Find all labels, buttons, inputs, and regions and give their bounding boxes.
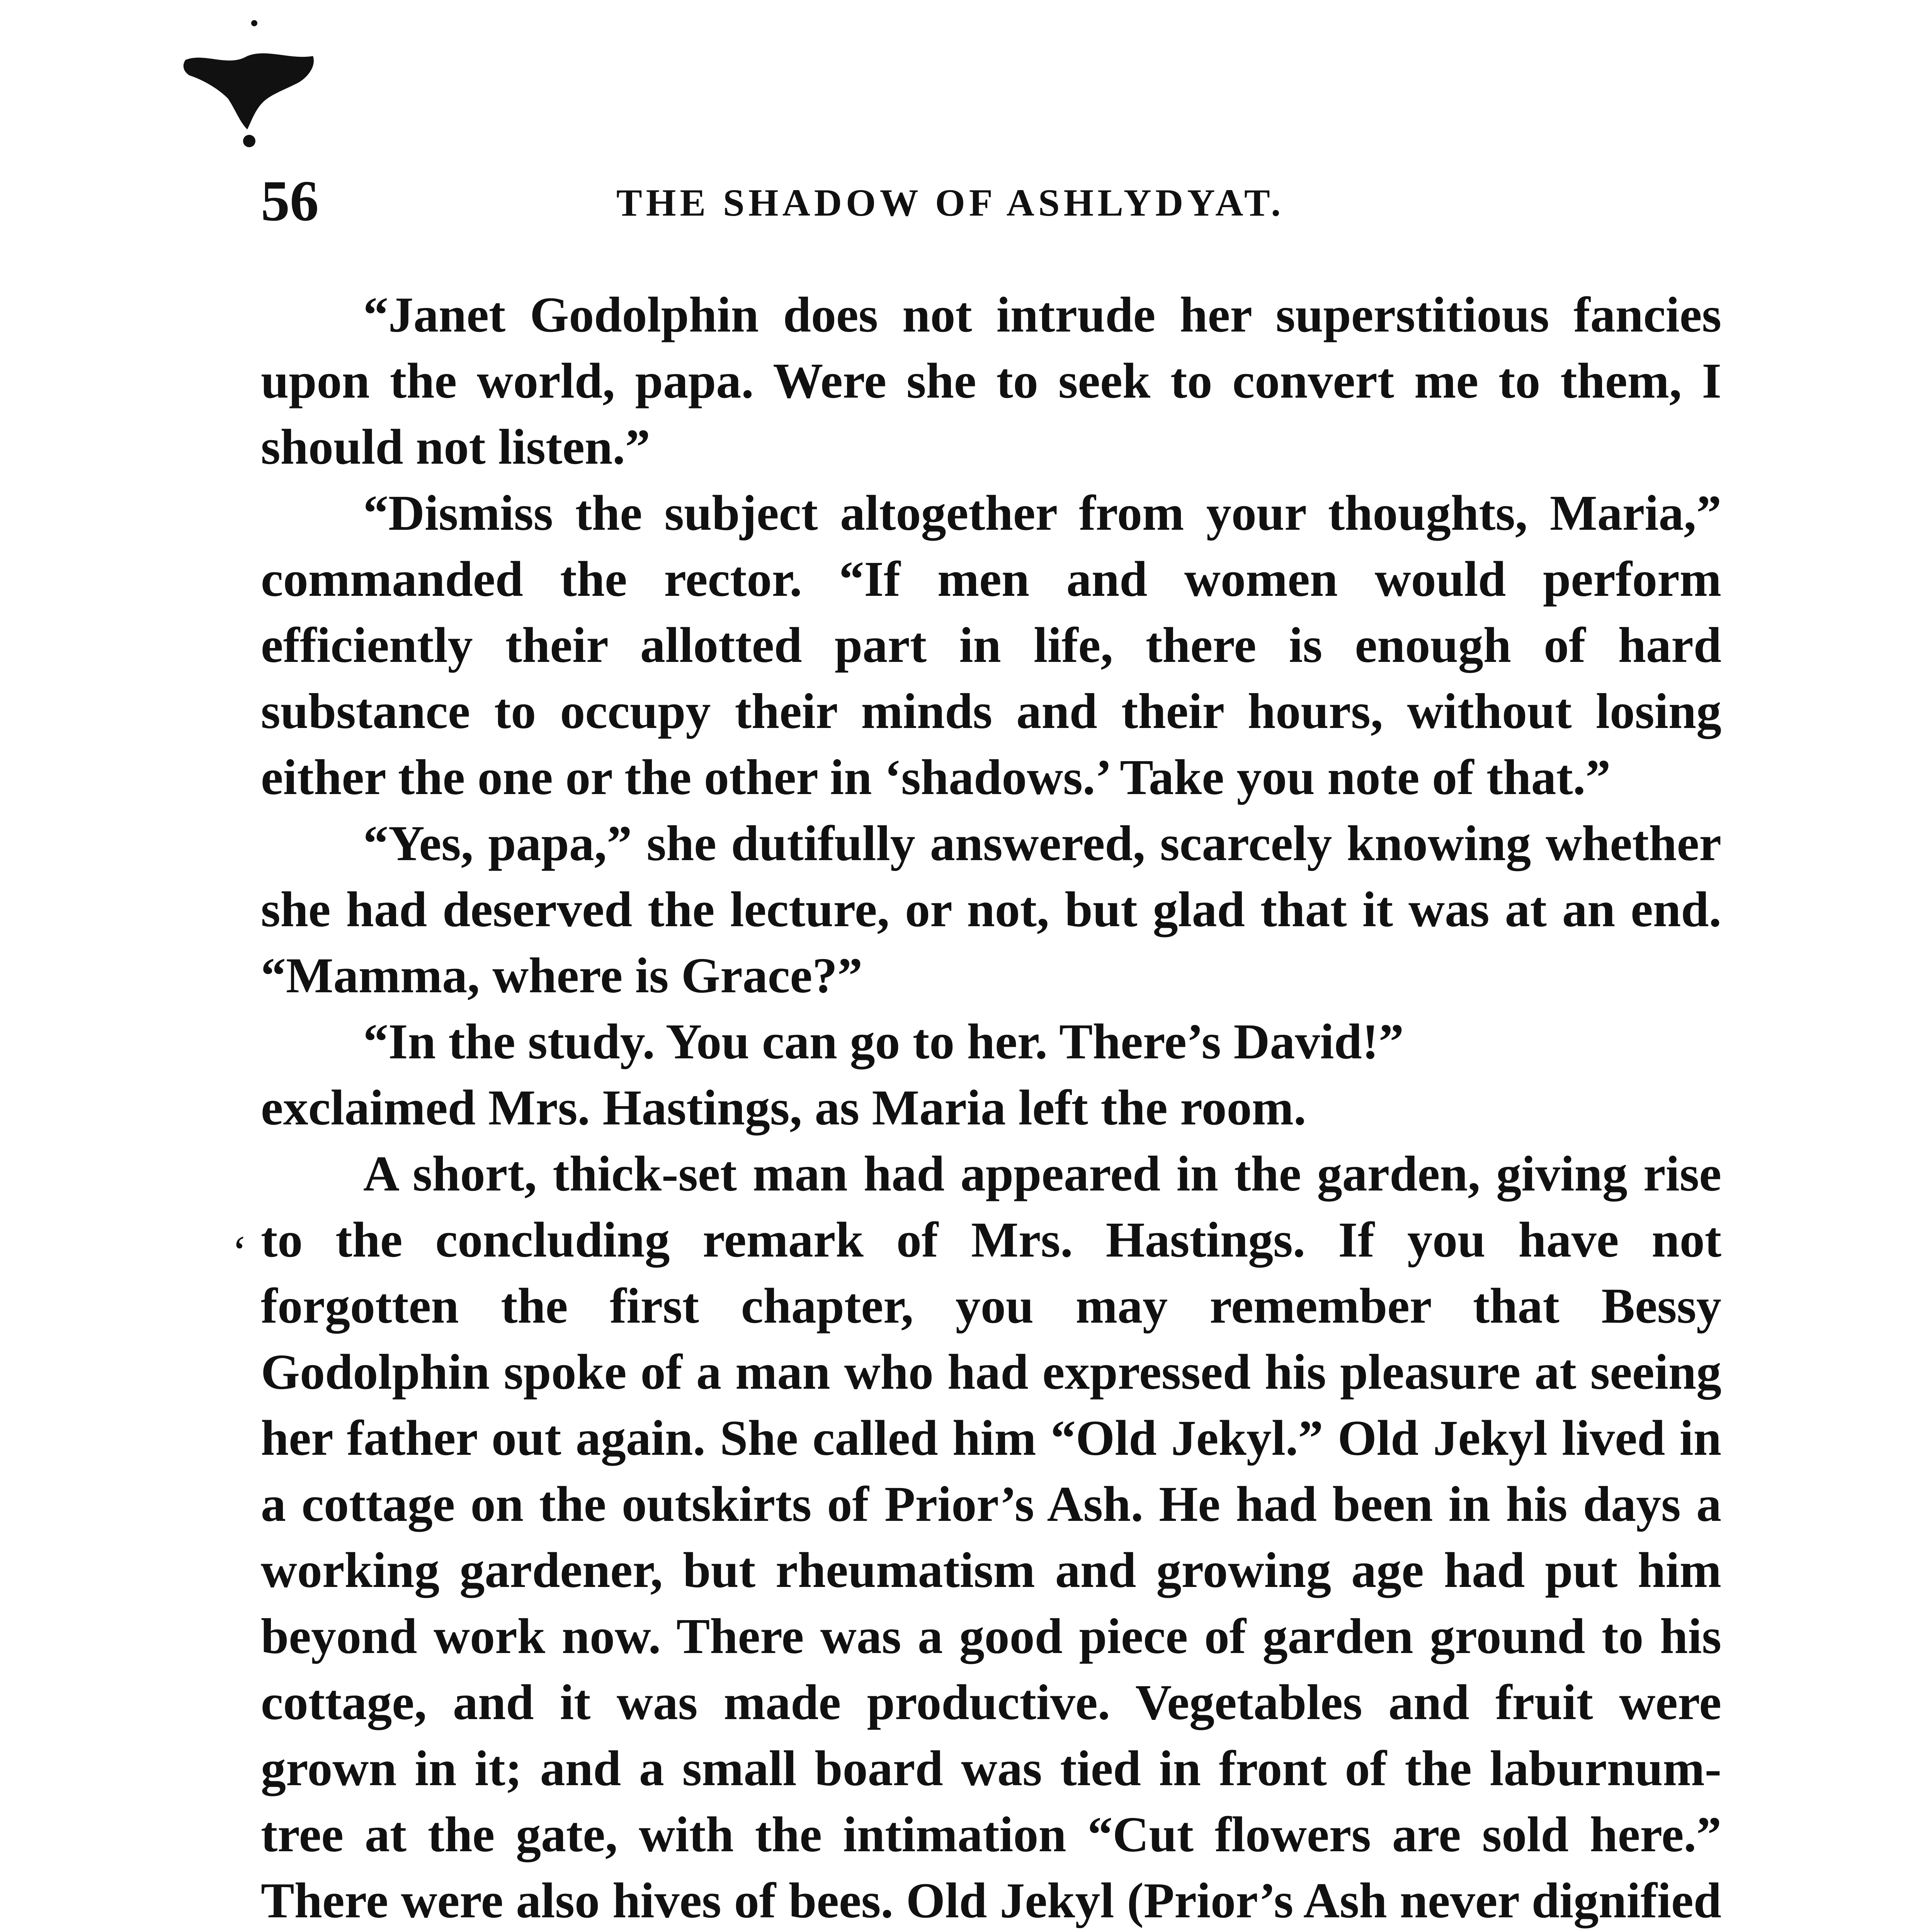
- ink-speck: [251, 20, 257, 26]
- ink-blot-ornament: [182, 44, 321, 160]
- running-head: [261, 162, 1721, 240]
- paragraph: A short, thick-set man had appeared in the garden, giving rise to the concluding remark of Mrs. Hastings. If you have not forgotten the first chapter, you may remember that Bessy Godolphin spoke of a man who had expressed his pleasure at seeing her father out again. She called him “Old Jekyl.” Old Jekyl lived in a cottage on the outskirts of Prior’s Ash. He had been in his days a working gardener, but rheumatism and growing age had put him beyond work now. There was a good piece of garden ground to his cottage, and it was made productive. Vegetables and fruit were grown in it; and a small board was tied in front of the laburnum-tree at the gate, with the intimation “Cut flowers are sold here.” There were also hives of bees. Old Jekyl (Prior’s Ash never dignified: [261, 1146, 1721, 1929]
- paragraph: “Janet Godolphin does not intrude her superstitious fancies upon the world, papa. Were she to seek to convert me to them, I should not listen.”: [261, 287, 1721, 475]
- paragraph: “Dismiss the subject altogether from your thoughts, Maria,” commanded the rector. “If men and women would perform efficiently their allotted part in life, there is enough of hard substance to occupy their minds and their hours, without losing either the one or the other in ‘shadows.’ Take you note of that.”: [261, 485, 1721, 805]
- paragraph-continuation: exclaimed Mrs. Hastings, as Maria left the room.: [261, 1080, 1306, 1136]
- body-text: [261, 282, 1721, 1932]
- margin-mark: ‘: [232, 1226, 247, 1277]
- paragraph: “In the study. You can go to her. There’s David!”: [363, 1014, 1404, 1070]
- running-title: THE SHADOW OF ASHLYDYAT.: [616, 181, 1285, 224]
- paragraph: “Yes, papa,” she dutifully answered, scarcely knowing whether she had deserved the lecture, or not, but glad that it was at an end. “Mamma, where is Grace?”: [261, 816, 1721, 1003]
- page-number: 56: [261, 169, 319, 233]
